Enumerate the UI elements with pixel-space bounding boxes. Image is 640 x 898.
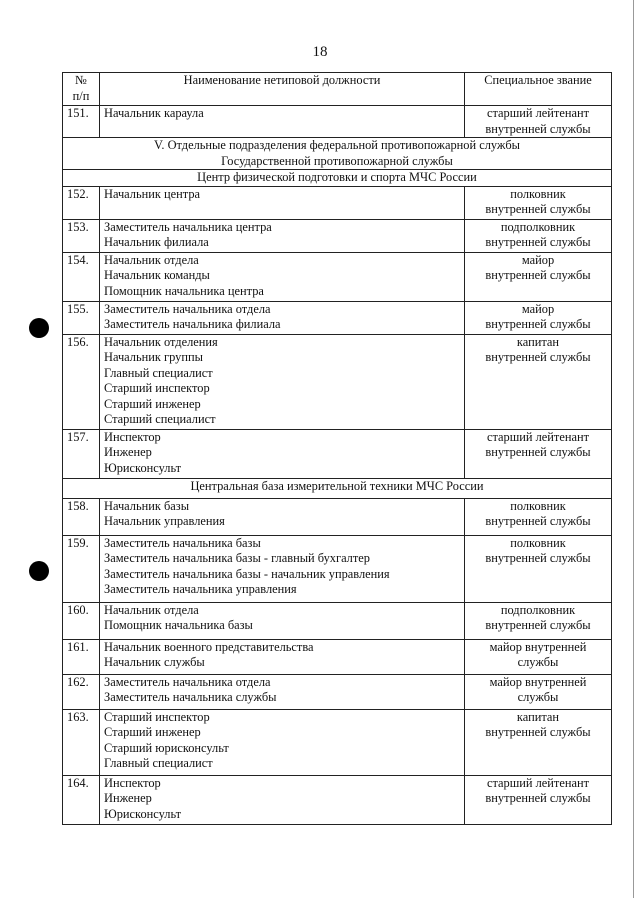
row-number: 153. xyxy=(63,219,100,252)
header-number-line: № xyxy=(75,73,87,87)
row-number: 160. xyxy=(63,602,100,639)
position-name: Инженер xyxy=(104,791,152,805)
positions-table xyxy=(62,72,612,825)
page-number: 18 xyxy=(312,44,328,60)
position-name: Заместитель начальника отдела xyxy=(104,674,271,689)
table-row xyxy=(63,106,612,138)
position-names xyxy=(100,498,465,535)
special-rank-line: полковник xyxy=(510,535,566,550)
position-name: Заместитель начальника базы - начальник управления xyxy=(104,566,390,581)
row-number: 155. xyxy=(63,301,100,334)
special-rank-line: майор внутренней xyxy=(489,674,587,689)
row-number: 151. xyxy=(63,106,100,138)
header-number-line: п/п xyxy=(72,88,90,103)
special-rank-line: старший лейтенант xyxy=(486,106,590,120)
position-name: Юрисконсульт xyxy=(104,806,182,821)
position-name: Старший юрисконсульт xyxy=(104,740,229,755)
special-rank-line: полковник xyxy=(510,186,566,201)
section-title-line: Государственной противопожарной службы xyxy=(221,153,453,168)
row-number: 157. xyxy=(63,429,100,478)
special-rank-line: внутренней службы xyxy=(485,350,591,364)
position-name: Старший инспектор xyxy=(104,381,210,395)
special-rank xyxy=(465,674,612,709)
scan-edge xyxy=(633,0,634,898)
position-names xyxy=(100,219,465,252)
punch-hole xyxy=(29,318,49,338)
section-title-line: Центр физической подготовки и спорта МЧС России xyxy=(197,170,477,184)
special-rank-line: внутренней службы xyxy=(485,725,591,739)
position-name: Заместитель начальника отдела xyxy=(104,301,271,316)
header-position-name: Наименование нетиповой должности xyxy=(100,73,465,106)
table-row xyxy=(63,535,612,602)
header-number xyxy=(63,73,100,106)
table-row xyxy=(63,301,612,334)
position-name: Заместитель начальника управления xyxy=(104,582,297,596)
special-rank-line: майор xyxy=(521,252,555,267)
special-rank-line: внутренней службы xyxy=(485,121,591,136)
special-rank xyxy=(465,186,612,219)
section-title-line: V. Отдельные подразделения федеральной противопожарной службы xyxy=(154,138,520,152)
special-rank xyxy=(465,709,612,775)
row-number: 156. xyxy=(63,334,100,429)
special-rank xyxy=(465,219,612,252)
special-rank xyxy=(465,106,612,138)
position-names xyxy=(100,775,465,824)
row-number: 154. xyxy=(63,252,100,301)
position-name: Начальник службы xyxy=(104,655,205,669)
special-rank-line: капитан xyxy=(516,334,560,349)
position-names xyxy=(100,674,465,709)
table-row xyxy=(63,639,612,674)
special-rank-line: полковник xyxy=(510,498,566,513)
table-row xyxy=(63,775,612,824)
position-name: Инспектор xyxy=(104,429,161,444)
table-row xyxy=(63,498,612,535)
position-name: Заместитель начальника базы xyxy=(104,535,261,550)
row-number: 152. xyxy=(63,186,100,219)
special-rank-line: подполковник xyxy=(500,602,576,617)
punch-hole xyxy=(29,561,49,581)
special-rank-line: майор xyxy=(521,301,555,316)
table-row xyxy=(63,219,612,252)
section-header-row xyxy=(63,170,612,187)
position-name: Инспектор xyxy=(104,775,161,790)
table-row xyxy=(63,429,612,478)
special-rank xyxy=(465,775,612,824)
position-name: Начальник управления xyxy=(104,514,225,528)
position-name: Старший инженер xyxy=(104,396,201,411)
position-names xyxy=(100,535,465,602)
position-name: Начальник отдела xyxy=(104,252,199,267)
section-title xyxy=(63,138,612,170)
row-number: 161. xyxy=(63,639,100,674)
table-header-row xyxy=(63,73,612,106)
special-rank xyxy=(465,334,612,429)
position-name: Заместитель начальника службы xyxy=(104,690,277,704)
section-title-line: Центральная база измерительной техники МЧС России xyxy=(190,478,484,493)
special-rank-line: старший лейтенант xyxy=(486,775,590,790)
table-row xyxy=(63,334,612,429)
position-name: Начальник военного представительства xyxy=(104,639,314,654)
table-row xyxy=(63,252,612,301)
row-number: 164. xyxy=(63,775,100,824)
special-rank-line: внутренней службы xyxy=(485,618,591,632)
position-names xyxy=(100,429,465,478)
special-rank-line: внутренней службы xyxy=(485,791,591,805)
position-name: Начальник базы xyxy=(104,498,190,513)
position-name: Начальник команды xyxy=(104,268,210,282)
position-names xyxy=(100,602,465,639)
position-name: Инженер xyxy=(104,445,152,459)
special-rank-line: внутренней службы xyxy=(485,235,591,249)
table-row xyxy=(63,709,612,775)
special-rank-line: старший лейтенант xyxy=(486,429,590,444)
section-header-row xyxy=(63,138,612,170)
position-name: Начальник отделения xyxy=(104,334,218,349)
position-name: Главный специалист xyxy=(104,365,213,380)
position-name: Начальник филиала xyxy=(104,235,209,249)
position-names xyxy=(100,186,465,219)
position-name: Юрисконсульт xyxy=(104,460,182,475)
position-name: Начальник караула xyxy=(104,106,204,120)
special-rank xyxy=(465,498,612,535)
position-name: Заместитель начальника филиала xyxy=(104,317,281,331)
position-names xyxy=(100,301,465,334)
special-rank-line: внутренней службы xyxy=(485,514,591,528)
table-row xyxy=(63,186,612,219)
special-rank xyxy=(465,301,612,334)
special-rank-line: подполковник xyxy=(500,219,576,234)
position-name: Помощник начальника базы xyxy=(104,618,253,632)
row-number: 159. xyxy=(63,535,100,602)
position-name: Начальник центра xyxy=(104,186,201,201)
section-header-row xyxy=(63,478,612,498)
row-number: 162. xyxy=(63,674,100,709)
special-rank-line: службы xyxy=(517,655,559,669)
special-rank-line: внутренней службы xyxy=(485,202,591,216)
position-names xyxy=(100,639,465,674)
row-number: 163. xyxy=(63,709,100,775)
position-name: Старший инспектор xyxy=(104,709,210,724)
special-rank-line: службы xyxy=(517,690,559,704)
position-names xyxy=(100,252,465,301)
special-rank-line: капитан xyxy=(516,709,560,724)
special-rank xyxy=(465,429,612,478)
position-name: Старший инженер xyxy=(104,725,201,739)
position-name: Заместитель начальника центра xyxy=(104,219,272,234)
table-row xyxy=(63,674,612,709)
special-rank xyxy=(465,535,612,602)
table-row xyxy=(63,602,612,639)
position-name: Начальник отдела xyxy=(104,602,199,617)
special-rank xyxy=(465,252,612,301)
position-name: Заместитель начальника базы - главный бухгалтер xyxy=(104,551,370,565)
special-rank-line: внутренней службы xyxy=(485,268,591,282)
section-title xyxy=(63,478,612,498)
position-name: Старший специалист xyxy=(104,412,216,426)
position-names xyxy=(100,106,465,138)
row-number: 158. xyxy=(63,498,100,535)
position-name: Главный специалист xyxy=(104,756,213,770)
special-rank-line: внутренней службы xyxy=(485,317,591,331)
special-rank-line: майор внутренней xyxy=(489,639,587,654)
special-rank xyxy=(465,639,612,674)
position-names xyxy=(100,709,465,775)
special-rank-line: внутренней службы xyxy=(485,551,591,565)
table-body xyxy=(63,106,612,825)
special-rank xyxy=(465,602,612,639)
header-special-rank: Специальное звание xyxy=(465,73,612,106)
position-name: Начальник группы xyxy=(104,350,203,364)
position-name: Помощник начальника центра xyxy=(104,283,264,298)
section-title xyxy=(63,170,612,187)
special-rank-line: внутренней службы xyxy=(485,445,591,459)
position-names xyxy=(100,334,465,429)
